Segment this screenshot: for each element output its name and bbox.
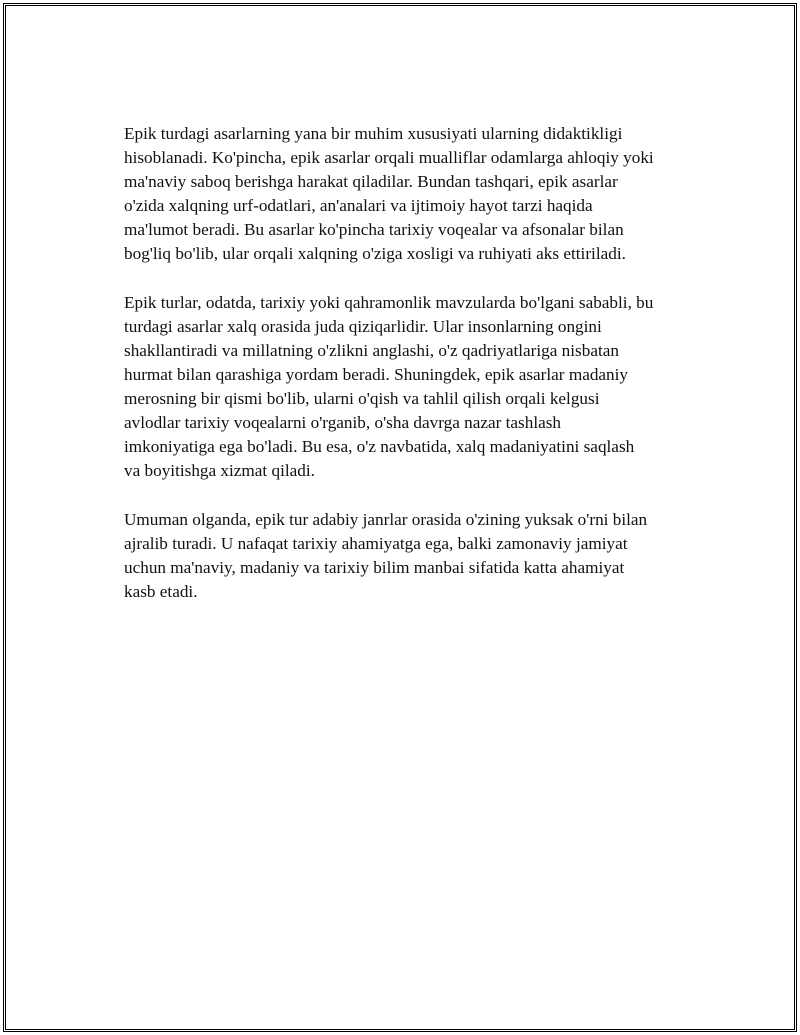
- document-body: [124, 122, 704, 629]
- page-border: [3, 3, 797, 1032]
- paragraph-1: Epik turdagi asarlarning yana bir muhim xususiyati ularning didaktikligi hisoblanadi. Ko'pincha, epik asarlar orqali mualliflar odamlarga ahloqiy yoki ma'naviy saboq berishga harakat qiladilar. Bundan tashqari, epik asarlar o'zida xalqning urf-odatlari, an'analari va ijtimoiy hayot tarzi haqida ma'lumot beradi. Bu asarlar ko'pincha tarixiy voqealar va afsonalar bilan bog'liq bo'lib, ular orqali xalqning o'ziga xosligi va ruhiyati aks ettiriladi.: [124, 124, 654, 263]
- paragraph-2: Epik turlar, odatda, tarixiy yoki qahramonlik mavzularda bo'lgani sababli, bu turdagi asarlar xalq orasida juda qiziqarlidir. Ular insonlarning ongini shakllantiradi va millatning o'zlikni anglashi, o'z qadriyatlariga nisbatan hurmat bilan qarashiga yordam beradi. Shuningdek, epik asarlar madaniy merosning bir qismi bo'lib, ularni o'qish va tahlil qilish orqali kelgusi avlodlar tarixiy voqealarni o'rganib, o'sha davrga nazar tashlash imkoniyatiga ega bo'ladi. Bu esa, o'z navbatida, xalq madaniyatini saqlash va boyitishga xizmat qiladi.: [124, 293, 654, 480]
- paragraph-3: Umuman olganda, epik tur adabiy janrlar orasida o'zining yuksak o'rni bilan ajralib turadi. U nafaqat tarixiy ahamiyatga ega, balki zamonaviy jamiyat uchun ma'naviy, madaniy va tarixiy bilim manbai sifatida katta ahamiyat kasb etadi.: [124, 510, 648, 601]
